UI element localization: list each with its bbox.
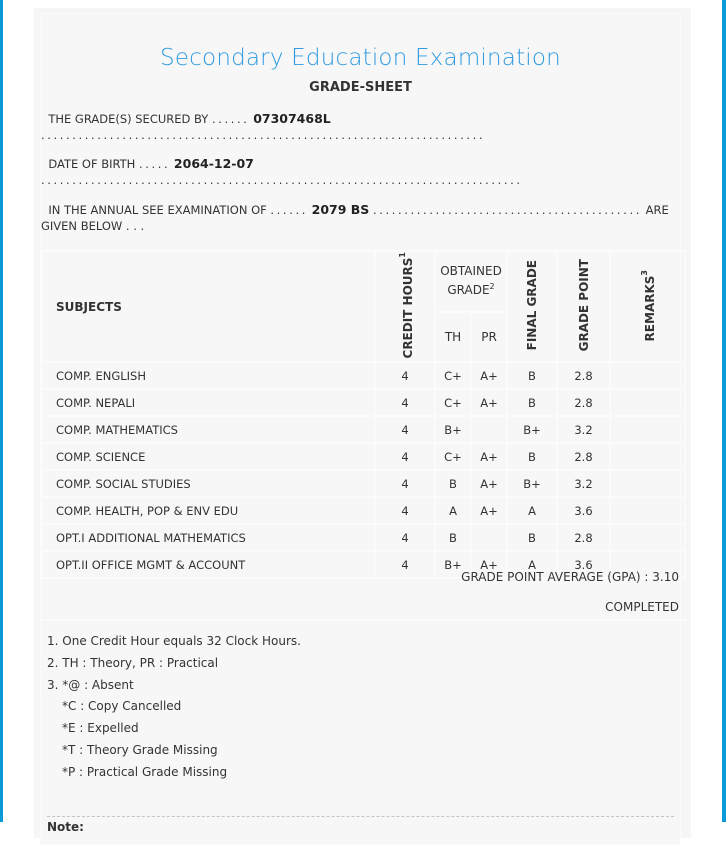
cell-th: B+ xyxy=(435,416,471,443)
cell-credit: 4 xyxy=(375,524,435,551)
note-item: *P : Practical Grade Missing xyxy=(62,764,228,779)
gradesheet-card xyxy=(34,8,691,838)
dob-line: DATE OF BIRTH ..... 2064-12-07 ............................................................................. xyxy=(41,156,523,187)
secured-label: THE GRADE(S) SECURED BY xyxy=(48,112,209,126)
cell-grade-point: 2.8 xyxy=(557,362,610,389)
cell-th: A xyxy=(435,497,471,524)
cell-final-grade: B xyxy=(507,362,557,389)
cell-final-grade: B xyxy=(507,389,557,416)
cell-th: B+ xyxy=(435,551,471,578)
cell-remarks xyxy=(610,497,685,524)
dashed-divider xyxy=(47,816,674,817)
cell-pr: A+ xyxy=(471,497,507,524)
cell-grade-point: 3.6 xyxy=(557,497,610,524)
cell-th: C+ xyxy=(435,389,471,416)
cell-remarks xyxy=(610,524,685,551)
cell-th: C+ xyxy=(435,443,471,470)
cell-grade-point: 2.8 xyxy=(557,524,610,551)
header-credit-hours: CREDIT HOURS$^1$ xyxy=(375,251,435,362)
cell-credit: 4 xyxy=(375,497,435,524)
note-label: Note: xyxy=(47,820,84,834)
header-remarks: REMARKS$^3$ xyxy=(610,251,685,362)
cell-final-grade: B+ xyxy=(507,416,557,443)
divider xyxy=(41,619,686,621)
cell-final-grade: A xyxy=(507,551,557,578)
cell-th: B xyxy=(435,524,471,551)
cell-credit: 4 xyxy=(375,470,435,497)
cell-remarks xyxy=(610,470,685,497)
window-edge-left xyxy=(0,0,3,822)
cell-grade-point: 3.6 xyxy=(557,551,610,578)
result-status: COMPLETED xyxy=(605,600,679,614)
note-item: 1. One Credit Hour equals 32 Clock Hours. xyxy=(47,634,301,648)
cell-remarks xyxy=(610,443,685,470)
page-subtitle: GRADE-SHEET xyxy=(309,80,412,95)
cell-remarks xyxy=(610,416,685,443)
cell-subject: COMP. NEPALI xyxy=(42,389,375,416)
cell-pr xyxy=(471,524,507,551)
cell-th: B xyxy=(435,470,471,497)
cell-subject: COMP. HEALTH, POP & ENV EDU xyxy=(42,497,375,524)
exam-year: 2079 BS xyxy=(311,202,370,217)
gradesheet-panel xyxy=(40,13,681,845)
secured-by-line: THE GRADE(S) SECURED BY ...... 07307468L ....................................................................... xyxy=(41,111,486,142)
table-row xyxy=(42,497,685,524)
cell-credit: 4 xyxy=(375,416,435,443)
table-row xyxy=(42,524,685,551)
header-obtained-grade: OBTAINED GRADE$^2$ xyxy=(435,251,507,312)
exam-label: IN THE ANNUAL SEE EXAMINATION OF xyxy=(48,203,267,217)
table-row xyxy=(42,416,685,443)
header-th: TH xyxy=(435,312,471,363)
cell-pr: A+ xyxy=(471,443,507,470)
cell-pr: A+ xyxy=(471,470,507,497)
table-row xyxy=(42,470,685,497)
header-grade-point: GRADE POINT xyxy=(557,251,610,362)
cell-remarks xyxy=(610,362,685,389)
cell-remarks xyxy=(610,389,685,416)
cell-credit: 4 xyxy=(375,389,435,416)
header-final-grade: FINAL GRADE xyxy=(507,251,557,362)
gpa-text: GRADE POINT AVERAGE (GPA) : 3.10 xyxy=(461,570,679,584)
cell-th: C+ xyxy=(435,362,471,389)
dob-label: DATE OF BIRTH xyxy=(48,157,136,171)
cell-subject: OPT.II OFFICE MGMT & ACCOUNT xyxy=(42,551,375,578)
cell-subject: OPT.I ADDITIONAL MATHEMATICS xyxy=(42,524,375,551)
table-row xyxy=(42,443,685,470)
cell-pr: A+ xyxy=(471,362,507,389)
note-item: 2. TH : Theory, PR : Practical xyxy=(47,655,219,670)
cell-subject: COMP. SCIENCE xyxy=(42,443,375,470)
cell-grade-point: 2.8 xyxy=(557,389,610,416)
note-item: *C : Copy Cancelled xyxy=(62,699,182,714)
table-row xyxy=(42,389,685,416)
given-below: ARE GIVEN BELOW . . . xyxy=(41,203,669,233)
cell-final-grade: A xyxy=(507,497,557,524)
table-row xyxy=(42,362,685,389)
header-subjects: SUBJECTS xyxy=(42,251,375,362)
note-item: *T : Theory Grade Missing xyxy=(62,742,218,757)
cell-credit: 4 xyxy=(375,551,435,578)
cell-grade-point: 3.2 xyxy=(557,470,610,497)
cell-final-grade: B+ xyxy=(507,470,557,497)
window-edge-right xyxy=(722,0,726,822)
cell-subject: COMP. MATHEMATICS xyxy=(42,416,375,443)
legend-notes xyxy=(47,631,301,784)
cell-subject: COMP. ENGLISH xyxy=(42,362,375,389)
grades-table xyxy=(41,250,686,579)
cell-pr xyxy=(471,416,507,443)
symbol-number: 07307468L xyxy=(253,111,331,126)
cell-pr: A+ xyxy=(471,389,507,416)
exam-line: IN THE ANNUAL SEE EXAMINATION OF ...... 2079 BS ........................................... ARE GIVEN BELOW . . . xyxy=(41,202,669,233)
note-item: *E : Expelled xyxy=(62,721,139,736)
cell-credit: 4 xyxy=(375,362,435,389)
dob-value: 2064-12-07 xyxy=(173,156,254,171)
cell-credit: 4 xyxy=(375,443,435,470)
cell-final-grade: B xyxy=(507,524,557,551)
cell-subject: COMP. SOCIAL STUDIES xyxy=(42,470,375,497)
cell-grade-point: 2.8 xyxy=(557,443,610,470)
cell-final-grade: B xyxy=(507,443,557,470)
header-pr: PR xyxy=(471,312,507,363)
page-title: Secondary Education Examination xyxy=(160,45,561,71)
note-item: 3. *@ : Absent xyxy=(47,677,134,692)
cell-grade-point: 3.2 xyxy=(557,416,610,443)
cell-pr: A+ xyxy=(471,551,507,578)
